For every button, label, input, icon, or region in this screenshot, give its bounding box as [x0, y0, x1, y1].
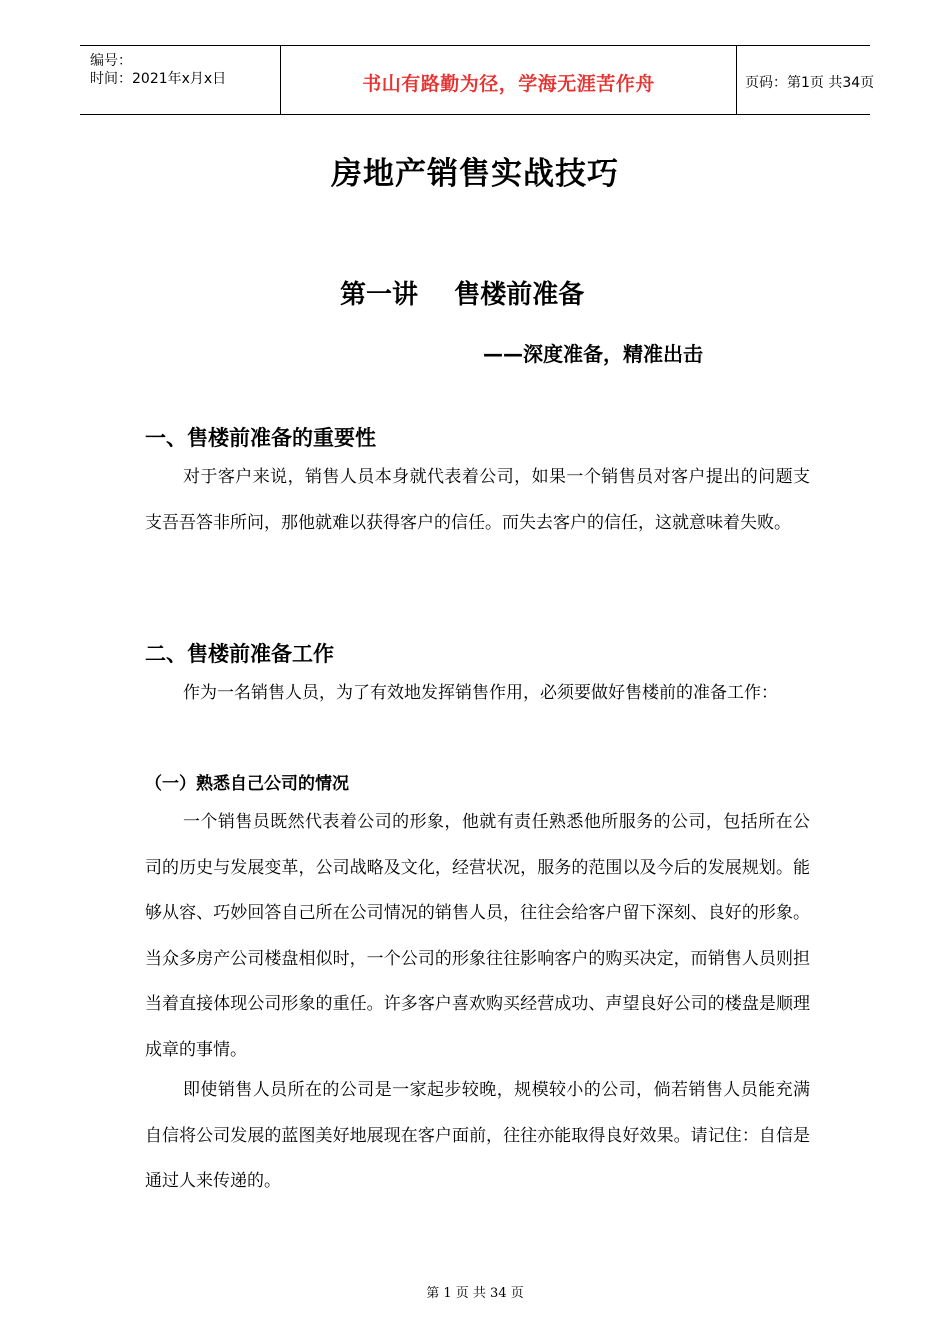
- subsection1-heading: （一）熟悉自己公司的情况: [145, 774, 349, 794]
- document-time-label: 时间：2021年x月x日: [90, 71, 227, 87]
- subsection1-paragraph1: 一个销售员既然代表着公司的形象，他就有责任熟悉他所服务的公司，包括所在公司的历史与发展变革，公司战略及文化，经营状况，服务的范围以及今后的发展规划。能够从容、巧妙回答自己所在公司情况的销售人员，往往会给客户留下深刻、良好的形象。当众多房产公司楼盘相似时，一个公司的形象往往影响客户的购买决定，而销售人员则担当着直接体现公司形象的重任。许多客户喜欢购买经营成功、声望良好公司的楼盘是顺理成章的事情。: [145, 812, 810, 1060]
- header-motto-cell: [280, 46, 737, 114]
- section2-heading: 二、售楼前准备工作: [145, 642, 334, 666]
- subsection1-paragraph2: 即使销售人员所在的公司是一家起步较晚，规模较小的公司，倘若销售人员能充满自信将公司发展的蓝图美好地展现在客户面前，往往亦能取得良好效果。请记住：自信是通过人来传递的。: [145, 1080, 810, 1191]
- lecture-title: 第一讲 售楼前准备: [340, 280, 585, 310]
- header-table: [80, 45, 875, 115]
- header-meta-cell: [80, 46, 280, 114]
- header-motto: 书山有路勤为径，学海无涯苦作舟: [362, 73, 655, 95]
- document-title: 房地产销售实战技巧: [331, 156, 619, 192]
- header-page-info: 页码：第1页 共34页: [745, 75, 875, 91]
- lecture-subtitle: ——深度准备，精准出击: [483, 342, 703, 366]
- document-number-label: 编号：: [90, 53, 132, 69]
- page-footer: 第 1 页 共 34 页: [426, 1286, 524, 1301]
- section1-paragraph: 对于客户来说，销售人员本身就代表着公司，如果一个销售员对客户提出的问题支支吾吾答非所问，那他就难以获得客户的信任。而失去客户的信任，这就意味着失败。: [145, 467, 810, 533]
- header-page-cell: [736, 46, 875, 114]
- section2-paragraph: 作为一名销售人员，为了有效地发挥销售作用，必须要做好售楼前的准备工作：: [183, 683, 778, 703]
- section1-heading: 一、售楼前准备的重要性: [145, 426, 376, 450]
